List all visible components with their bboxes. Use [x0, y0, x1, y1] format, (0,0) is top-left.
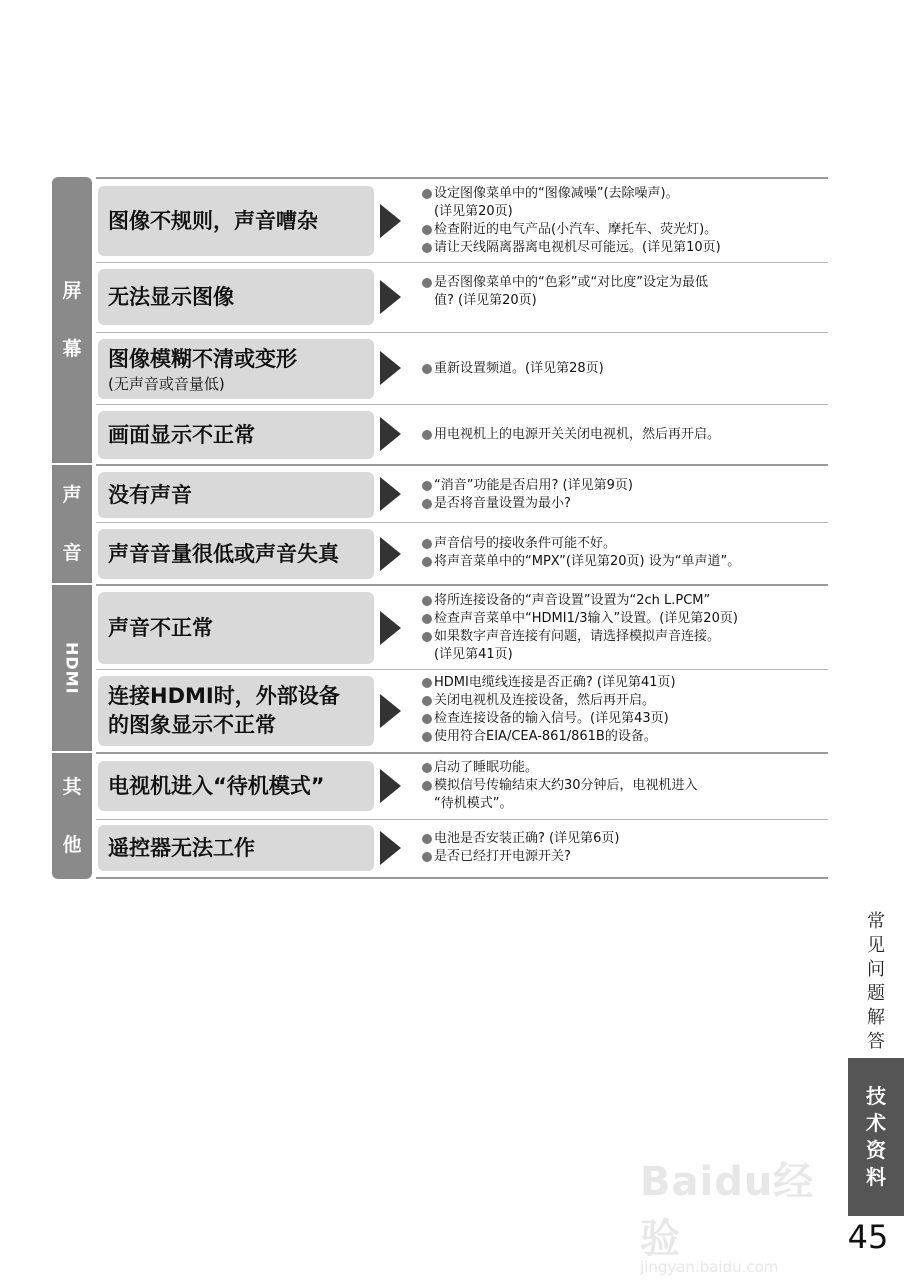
bullet-icon: [422, 632, 432, 642]
solution-text: “消音”功能是否启用? (详见第9页): [434, 477, 633, 493]
category-sound-char-2: 音: [62, 542, 82, 564]
problem-box: [98, 472, 374, 518]
watermark: [640, 1150, 850, 1276]
solution-item: [422, 477, 828, 495]
problem-title: 画面显示不正常: [108, 422, 255, 447]
bullet-icon: [422, 539, 432, 549]
bullet-icon: [422, 278, 432, 288]
section-label-char: 解: [867, 1007, 885, 1028]
category-other: [52, 753, 92, 879]
problem-box: [98, 761, 374, 811]
solution-item: [422, 646, 828, 664]
solution-item: [422, 239, 828, 257]
solution-item: [422, 203, 828, 221]
bullet-icon: [422, 189, 432, 199]
solution-list: [422, 466, 828, 523]
solution-item: [422, 795, 828, 813]
arrow-icon: [380, 417, 401, 451]
table-row: [96, 177, 828, 263]
problem-box: [98, 529, 374, 579]
solution-list: [422, 820, 828, 876]
table-row: [96, 819, 828, 878]
solution-list: [422, 754, 828, 818]
solution-item: [422, 777, 828, 795]
solution-item: [422, 610, 828, 628]
problem-box: [98, 825, 374, 871]
category-other-char-1: 其: [62, 776, 82, 798]
problem-box: [98, 592, 374, 664]
solution-list: [422, 670, 828, 750]
arrow-icon: [380, 769, 401, 803]
problem-subtitle: (无声音或音量低): [108, 374, 225, 393]
section-label: [848, 910, 904, 1054]
solution-text: “待机模式”。: [434, 796, 513, 811]
bullet-icon: [422, 834, 432, 844]
arrow-icon: [380, 831, 401, 865]
bullet-icon: [422, 678, 432, 688]
category-hdmi-label: HDMI: [62, 641, 82, 695]
solution-text: 将声音菜单中的“MPX”(详见第20页) 设为“单声道”。: [434, 554, 741, 569]
bullet-icon: [422, 763, 432, 773]
solution-list: [422, 523, 828, 583]
watermark-logo: Baidu经验: [640, 1159, 815, 1262]
solution-text: 如果数字声音连接有问题，请选择模拟声音连接。: [434, 629, 721, 644]
troubleshooting-table: [52, 177, 828, 881]
bullet-icon: [422, 430, 432, 440]
solution-text: 检查声音菜单中“HDMI1/3输入”设置。(详见第20页): [434, 611, 738, 626]
page-number: 45: [847, 1218, 889, 1256]
category-screen-char-2: 幕: [62, 338, 82, 360]
problem-title: 图像不规则，声音嘈杂: [108, 208, 318, 233]
solution-text: 将所连接设备的“声音设置”设置为“2ch L.PCM”: [434, 593, 711, 608]
solution-item: [422, 759, 828, 777]
solution-text: 设定图像菜单中的“图像减噪”(去除噪声)。: [434, 186, 679, 201]
solution-list: [422, 405, 828, 464]
solution-item: [422, 360, 828, 378]
bullet-icon: [422, 596, 432, 606]
solution-text: 请让天线隔离器离电视机尽可能远。(详见第10页): [434, 240, 721, 255]
bullet-icon: [422, 614, 432, 624]
problem-box: [98, 269, 374, 325]
problem-title: 无法显示图像: [108, 284, 234, 309]
chapter-tab-char: 料: [866, 1165, 886, 1189]
chapter-tab-char: 资: [866, 1138, 886, 1162]
bullet-icon: [422, 225, 432, 235]
problem-title-line2: 的图象显示不正常: [108, 713, 276, 737]
solution-item: [422, 553, 828, 571]
bullet-icon: [422, 781, 432, 791]
solution-text: HDMI电缆线连接是否正确? (详见第41页): [434, 675, 676, 690]
section-label-char: 题: [867, 983, 885, 1004]
solution-text: 是否已经打开电源开关?: [434, 849, 571, 864]
table-row: [96, 332, 828, 404]
problem-box: [98, 186, 374, 256]
table-row: [96, 584, 828, 670]
solution-item: [422, 292, 828, 310]
category-screen-char-1: 屏: [62, 280, 82, 302]
problem-title: 没有声音: [108, 482, 192, 507]
bullet-icon: [422, 557, 432, 567]
solution-text: 声音信号的接收条件可能不好。: [434, 536, 617, 551]
problem-box: [98, 411, 374, 459]
category-other-char-2: 他: [62, 834, 82, 856]
bullet-icon: [422, 696, 432, 706]
chapter-tab-char: 术: [866, 1111, 886, 1135]
table-row: [96, 262, 828, 332]
bullet-icon: [422, 243, 432, 253]
problem-title: 电视机进入“待机模式”: [108, 773, 325, 798]
bullet-icon: [422, 732, 432, 742]
solution-list: [422, 586, 828, 670]
solution-item: [422, 426, 828, 444]
category-screen: [52, 177, 92, 463]
arrow-icon: [380, 611, 401, 645]
bullet-icon: [422, 714, 432, 724]
arrow-icon: [380, 351, 401, 385]
problem-box: [98, 676, 374, 746]
bullet-icon: [422, 852, 432, 862]
solution-text: (详见第41页): [434, 647, 513, 662]
problem-title: 连接HDMI时，外部设备: [108, 684, 340, 708]
category-sound: [52, 465, 92, 583]
solution-item: [422, 221, 828, 239]
solution-text: (详见第20页): [434, 204, 513, 219]
solution-item: [422, 495, 828, 513]
solution-text: 关闭电视机及连接设备，然后再开启。: [434, 693, 656, 708]
bullet-icon: [422, 499, 432, 509]
solution-text: 检查附近的电气产品(小汽车、摩托车、荧光灯)。: [434, 222, 718, 237]
solution-item: [422, 592, 828, 610]
solution-item: [422, 674, 828, 692]
solution-text: 启动了睡眠功能。: [434, 760, 539, 775]
table-row: [96, 522, 828, 585]
solution-item: [422, 848, 828, 866]
solution-item: [422, 710, 828, 728]
section-label-char: 答: [867, 1031, 885, 1052]
solution-text: 是否将音量设置为最小?: [434, 495, 571, 511]
solution-text: 是否图像菜单中的“色彩”或“对比度”设定为最低: [434, 275, 708, 290]
solution-list: [422, 179, 828, 263]
category-hdmi: [52, 585, 92, 751]
chapter-tab-char: 技: [866, 1084, 886, 1108]
solution-item: [422, 692, 828, 710]
solution-text: 检查连接设备的输入信号。(详见第43页): [434, 711, 669, 726]
arrow-icon: [380, 204, 401, 238]
solution-list: [422, 333, 828, 404]
solution-item: [422, 830, 828, 848]
solution-item: [422, 535, 828, 553]
table-row: [96, 669, 828, 753]
bullet-icon: [422, 364, 432, 374]
solution-text: 模拟信号传输结束大约30分钟后，电视机进入: [434, 778, 698, 793]
chapter-tab: [848, 1058, 904, 1216]
bullet-icon: [422, 481, 432, 491]
solution-item: [422, 274, 828, 292]
table-bottom-rule: [96, 877, 828, 879]
section-label-char: 见: [867, 935, 885, 956]
section-label-char: 常: [867, 911, 885, 932]
arrow-icon: [380, 537, 401, 571]
table-row: [96, 752, 828, 820]
arrow-icon: [380, 477, 401, 511]
solution-text: 值? (详见第20页): [434, 293, 537, 308]
problem-title: 遥控器无法工作: [108, 835, 255, 860]
arrow-icon: [380, 280, 401, 314]
solution-text: 重新设置频道。(详见第28页): [434, 360, 604, 376]
watermark-url: jingyan.baidu.com: [640, 1258, 779, 1276]
table-row: [96, 464, 828, 523]
solution-item: [422, 628, 828, 646]
table-row: [96, 404, 828, 464]
solution-text: 使用符合EIA/CEA-861/861B的设备。: [434, 729, 657, 744]
section-label-char: 问: [867, 959, 885, 980]
category-sound-char-1: 声: [62, 484, 82, 506]
arrow-icon: [380, 694, 401, 728]
solution-text: 用电视机上的电源开关关闭电视机，然后再开启。: [434, 426, 721, 442]
solution-item: [422, 728, 828, 746]
solution-item: [422, 185, 828, 203]
problem-box: [98, 339, 374, 399]
problem-title: 声音音量很低或声音失真: [108, 541, 339, 566]
solution-text: 电池是否安装正确? (详见第6页): [434, 831, 620, 846]
problem-title: 声音不正常: [108, 615, 213, 640]
problem-title: 图像模糊不清或变形: [108, 346, 297, 371]
solution-list: [422, 263, 828, 321]
